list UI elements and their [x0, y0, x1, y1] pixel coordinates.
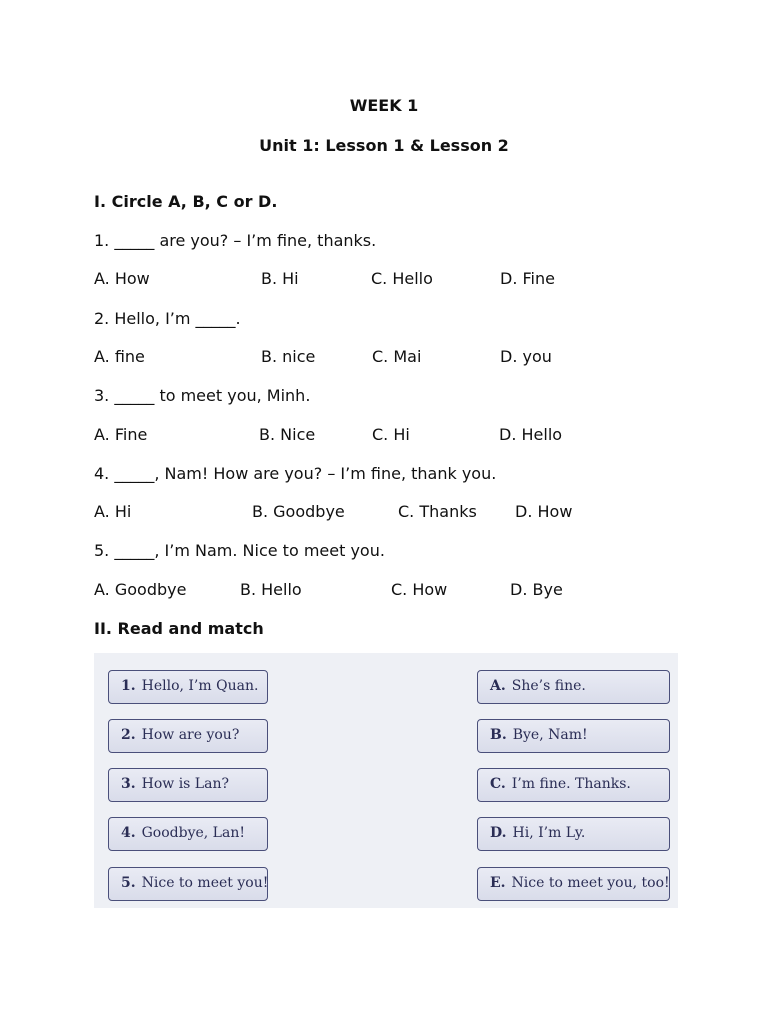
- unit-title: Unit 1: Lesson 1 & Lesson 2: [259, 136, 509, 155]
- q1-option-c: C. Hello: [371, 269, 433, 288]
- match-right-c: [477, 768, 670, 802]
- read-and-match-panel: [94, 653, 678, 908]
- match-right-c-key: C.: [490, 776, 506, 792]
- q4-option-d: D. How: [515, 502, 573, 521]
- match-right-d-key: D.: [490, 825, 507, 841]
- match-left-2-text: How are you?: [141, 727, 240, 743]
- match-left-3-key: 3.: [121, 776, 136, 792]
- question-1: 1. _____ are you? – I’m fine, thanks.: [94, 231, 377, 250]
- match-right-e-text: Nice to meet you, too!: [511, 875, 670, 891]
- match-right-a-text: She’s fine.: [511, 678, 586, 694]
- question-4: 4. _____, Nam! How are you? – I’m fine, thank you.: [94, 464, 497, 483]
- match-left-4: [108, 817, 268, 851]
- q5-option-a: A. Goodbye: [94, 580, 187, 599]
- q2-option-d: D. you: [500, 347, 552, 366]
- section1-heading: I. Circle A, B, C or D.: [94, 192, 278, 211]
- match-right-e-key: E.: [490, 875, 506, 891]
- match-right-c-text: I’m fine. Thanks.: [511, 776, 631, 792]
- q3-option-c: C. Hi: [372, 425, 410, 444]
- match-left-3-text: How is Lan?: [141, 776, 229, 792]
- match-right-e: [477, 867, 670, 901]
- match-right-d: [477, 817, 670, 851]
- q3-option-b: B. Nice: [259, 425, 316, 444]
- q3-option-d: D. Hello: [499, 425, 563, 444]
- match-right-b: [477, 719, 670, 753]
- match-left-4-text: Goodbye, Lan!: [141, 825, 245, 841]
- q5-option-c: C. How: [391, 580, 448, 599]
- q1-option-a: A. How: [94, 269, 150, 288]
- match-left-2: [108, 719, 268, 753]
- match-right-a: [477, 670, 670, 704]
- week-title: WEEK 1: [349, 96, 419, 115]
- question-2: 2. Hello, I’m _____.: [94, 309, 241, 328]
- match-left-5-key: 5.: [121, 875, 136, 891]
- q4-option-a: A. Hi: [94, 502, 132, 521]
- q1-option-d: D. Fine: [500, 269, 555, 288]
- match-right-b-text: Bye, Nam!: [512, 727, 588, 743]
- question-3: 3. _____ to meet you, Minh.: [94, 386, 311, 405]
- question-5: 5. _____, I’m Nam. Nice to meet you.: [94, 541, 385, 560]
- match-right-d-text: Hi, I’m Ly.: [512, 825, 586, 841]
- match-left-4-key: 4.: [121, 825, 136, 841]
- q2-option-b: B. nice: [261, 347, 316, 366]
- match-right-b-key: B.: [490, 727, 507, 743]
- q3-option-a: A. Fine: [94, 425, 148, 444]
- match-left-2-key: 2.: [121, 727, 136, 743]
- match-left-1: [108, 670, 268, 704]
- match-left-5: [108, 867, 268, 901]
- match-left-1-text: Hello, I’m Quan.: [141, 678, 259, 694]
- match-left-3: [108, 768, 268, 802]
- match-right-a-key: A.: [490, 678, 506, 694]
- match-left-1-key: 1.: [121, 678, 136, 694]
- q1-option-b: B. Hi: [261, 269, 299, 288]
- q2-option-c: C. Mai: [372, 347, 422, 366]
- q4-option-b: B. Goodbye: [252, 502, 345, 521]
- match-left-5-text: Nice to meet you!: [141, 875, 269, 891]
- q4-option-c: C. Thanks: [398, 502, 477, 521]
- q5-option-b: B. Hello: [240, 580, 302, 599]
- q5-option-d: D. Bye: [510, 580, 563, 599]
- q2-option-a: A. fine: [94, 347, 145, 366]
- section2-heading: II. Read and match: [94, 619, 264, 638]
